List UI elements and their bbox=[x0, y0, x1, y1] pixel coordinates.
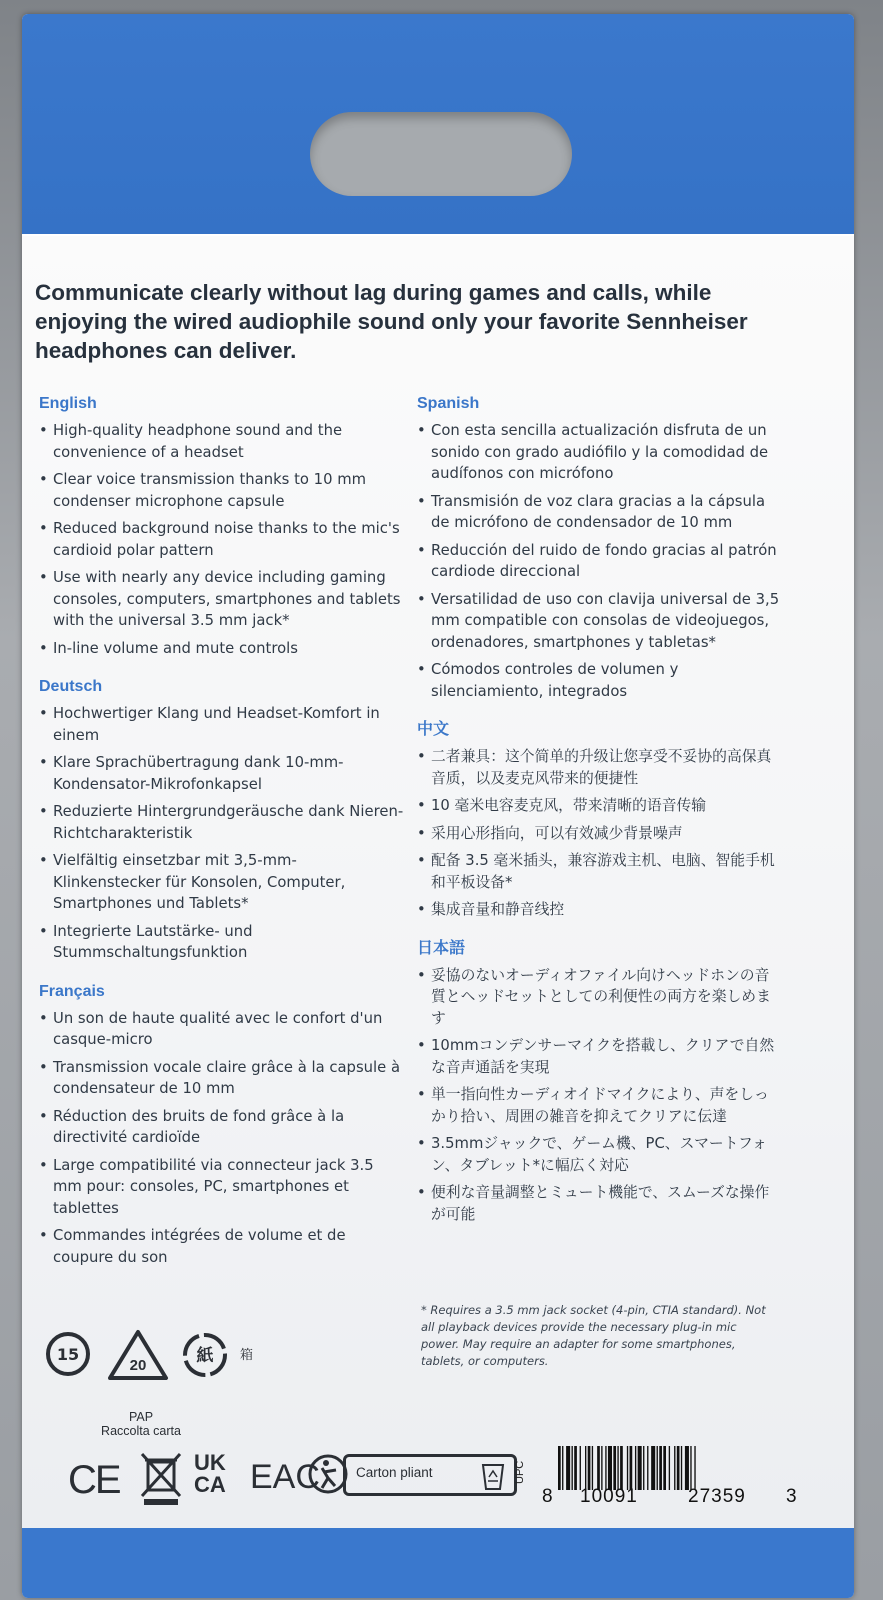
upc-digit-start: 8 bbox=[542, 1486, 554, 1507]
section-heading: 中文 bbox=[417, 721, 450, 738]
feature-list bbox=[417, 420, 782, 702]
headline: Communicate clearly without lag during games and calls, while enjoying the wired audiophile sound only your favorite Sennheiser headphones can deliver. bbox=[35, 280, 748, 363]
section-heading: 日本語 bbox=[417, 939, 466, 957]
upc-digits-left: 10091 bbox=[580, 1486, 638, 1507]
feature-item: • Transmission vocale claire grâce à la capsule à condensateur de 10 mm bbox=[39, 1057, 404, 1100]
feature-item: • Cómodos controles de volumen y silenciamiento, integrados bbox=[417, 659, 782, 702]
feature-item: • Con esta sencilla actualización disfruta de un sonido con grado audiófilo y la comodidad de audífonos con micrófono bbox=[417, 420, 782, 485]
feature-item: • Use with nearly any device including gaming consoles, computers, smartphones and tablets with the universal 3.5 mm jack* bbox=[39, 567, 404, 632]
feature-item: • Transmisión de voz clara gracias a la cápsula de micrófono de condensador de 10 mm bbox=[417, 491, 782, 534]
upc-label: UPC bbox=[514, 1460, 526, 1484]
feature-item: • Large compatibilité via connecteur jack 3.5 mm pour: consoles, PC, smartphones et tablettes bbox=[39, 1155, 404, 1220]
footnote: * Requires a 3.5 mm jack socket (4-pin, CTIA standard). Not all playback devices provide the necessary plug-in mic power. May require an adapter for some smartphones, tablets, or computers. bbox=[421, 1303, 766, 1368]
pap-label bbox=[86, 1410, 196, 1438]
paper-recycle-icon bbox=[180, 1330, 230, 1380]
ukca-top: UK bbox=[194, 1450, 226, 1475]
paper-kanji: 紙 bbox=[196, 1346, 214, 1366]
feature-list bbox=[417, 746, 782, 921]
feature-item: • 妥協のないオーディオファイル向けヘッドホンの音質とヘッドセットとしての利便性の両方を楽しめます bbox=[417, 965, 782, 1030]
left-column bbox=[39, 394, 404, 1286]
feature-item: • 10 毫米电容麦克风，带来清晰的语音传输 bbox=[417, 795, 782, 817]
recycle-15-icon bbox=[46, 1332, 90, 1376]
eac-mark: EAC bbox=[250, 1458, 320, 1496]
bottom-blue-band bbox=[22, 1528, 854, 1598]
top-blue-band bbox=[22, 14, 854, 234]
feature-item: • Reduzierte Hintergrundgeräusche dank Nieren-Richtcharakteristik bbox=[39, 801, 404, 844]
recycle-years: 15 bbox=[56, 1344, 80, 1364]
pap-code: 20 bbox=[129, 1357, 147, 1374]
recycle-pap-triangle-icon bbox=[106, 1328, 170, 1382]
section-heading: Deutsch bbox=[39, 678, 103, 695]
recycle-bin-icon bbox=[480, 1461, 506, 1491]
pap-label-line1: PAP bbox=[128, 1410, 154, 1424]
section-heading: Spanish bbox=[417, 395, 480, 412]
ukca-mark bbox=[194, 1452, 238, 1496]
upc-barcode bbox=[558, 1446, 804, 1490]
weee-bin-icon bbox=[140, 1450, 184, 1506]
section-heading: English bbox=[39, 395, 97, 412]
feature-item: • Commandes intégrées de volume et de coupure du son bbox=[39, 1225, 404, 1268]
feature-item: • Vielfältig einsetzbar mit 3,5-mm-Klinkenstecker für Konsolen, Computer, Smartphones und Tablets* bbox=[39, 850, 404, 915]
feature-item: • Versatilidad de uso con clavija universal de 3,5 mm compatible con consolas de videojuegos, ordenadores, smartphones y tabletas* bbox=[417, 589, 782, 654]
carton-text: Carton pliant bbox=[356, 1465, 433, 1480]
feature-item: • Réduction des bruits de fond grâce à la directivité cardioïde bbox=[39, 1106, 404, 1149]
upc-digits-right: 27359 bbox=[688, 1486, 746, 1507]
feature-item: • Reducción del ruido de fondo gracias al patrón cardiode direccional bbox=[417, 540, 782, 583]
feature-item: • Hochwertiger Klang und Headset-Komfort in einem bbox=[39, 703, 404, 746]
feature-item: • 3.5mmジャックで、ゲーム機、PC、スマートフォン、タブレット*に幅広く対応 bbox=[417, 1133, 782, 1176]
feature-list bbox=[39, 703, 404, 964]
carton-pliant-label bbox=[343, 1454, 517, 1496]
feature-item: • 采用心形指向，可以有效减少背景噪声 bbox=[417, 823, 782, 845]
feature-list bbox=[39, 420, 404, 659]
feature-item: • High-quality headphone sound and the convenience of a headset bbox=[39, 420, 404, 463]
pap-label-line2: Raccolta carta bbox=[101, 1424, 181, 1438]
tidy-man-icon bbox=[308, 1452, 348, 1496]
feature-item: • 単一指向性カーディオイドマイクにより、声をしっかり拾い、周囲の雑音を抑えてクリアに伝達 bbox=[417, 1084, 782, 1127]
feature-item: • Clear voice transmission thanks to 10 mm condenser microphone capsule bbox=[39, 469, 404, 512]
feature-item: • 便利な音量調整とミュート機能で、スムーズな操作が可能 bbox=[417, 1182, 782, 1225]
feature-item: • In-line volume and mute controls bbox=[39, 638, 404, 660]
feature-list bbox=[417, 965, 782, 1226]
hang-hole bbox=[310, 112, 572, 196]
right-column bbox=[417, 394, 782, 1243]
ce-mark: CE bbox=[68, 1458, 120, 1502]
section-heading: Français bbox=[39, 982, 105, 1000]
feature-item: • 配备 3.5 毫米插头，兼容游戏主机、电脑、智能手机和平板设备* bbox=[417, 850, 782, 893]
feature-list bbox=[39, 1008, 404, 1269]
feature-item: • 集成音量和静音线控 bbox=[417, 899, 782, 921]
feature-item: • Klare Sprachübertragung dank 10-mm-Kondensator-Mikrofonkapsel bbox=[39, 752, 404, 795]
feature-item: • Integrierte Lautstärke- und Stummschaltungsfunktion bbox=[39, 921, 404, 964]
feature-item: • 10mmコンデンサーマイクを搭載し、クリアで自然な音声通話を実現 bbox=[417, 1035, 782, 1078]
upc-digit-end: 3 bbox=[786, 1486, 798, 1507]
feature-item: • 二者兼具：这个简单的升级让您享受不妥协的高保真音质，以及麦克风带来的便捷性 bbox=[417, 746, 782, 789]
box-kanji: 箱 bbox=[240, 1348, 254, 1363]
feature-item: • Un son de haute qualité avec le confort d'un casque-micro bbox=[39, 1008, 404, 1051]
feature-item: • Reduced background noise thanks to the mic's cardioid polar pattern bbox=[39, 518, 404, 561]
ukca-bottom: CA bbox=[194, 1472, 226, 1497]
